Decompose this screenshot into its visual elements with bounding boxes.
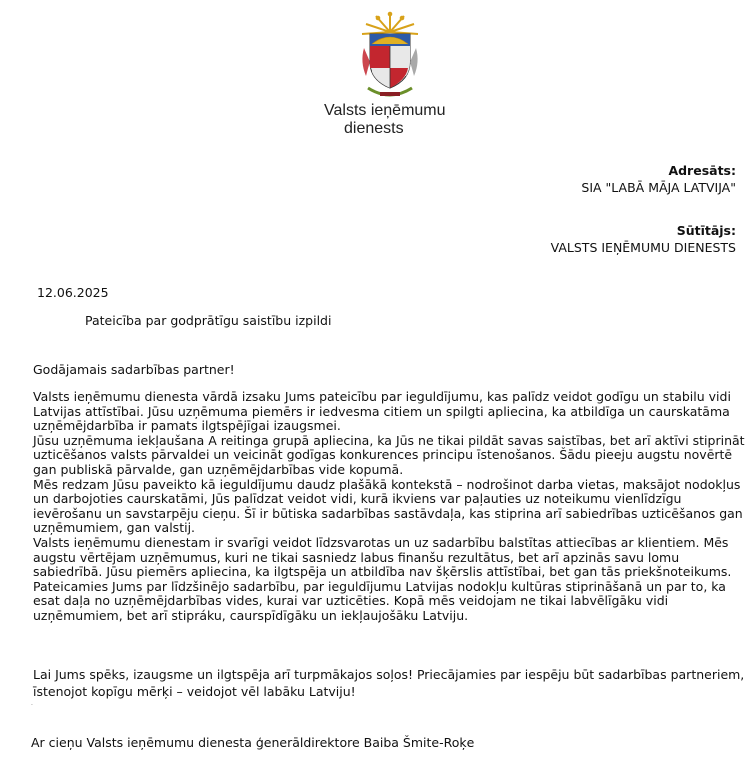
body-paragraph: Valsts ieņēmumu dienesta vārdā izsaku Jums pateicību par ieguldījumu, kas palīdz veidot godīgu un stabilu vidi Latvijas attīstībai. Jūsu uzņēmuma piemērs ir iedvesma citiem un spilgti apliecina, ka atbildīga un caurskatāma uzņēmējdarbība ir pamats ilgtspējīgai izaugsmei. xyxy=(33,389,731,434)
letter-greeting: Godājamais sadarbības partner! xyxy=(33,362,235,377)
coat-of-arms-icon xyxy=(358,10,422,100)
logo-line-2: dienests xyxy=(344,120,404,137)
body-paragraph: Pateicamies Jums par līdzšinējo sadarbību, par ieguldījumu Latvijas nodokļu kultūras stiprināšanā un par to, ka esat daļa no uzņēmējdarbības vides, kurai var uzticēties. Kopā mēs veidojam ne tikai labvēlīgāku vidi uzņēmumiem, bet arī stipráku, caurspīdīgāku un iekļaujošāku Latviju. xyxy=(33,578,726,623)
recipient-label: Adresāts: xyxy=(668,163,736,178)
body-paragraph: Jūsu uzņēmuma iekļaušana A reitinga grupā apliecina, ka Jūs ne tikai pildāt savas saistības, bet arī aktīvi stiprināt uzticēšanos valsts pārvaldei un veicināt godīgas konkurences principu īstenošanos. Šādu pieeju augstu novērtē gan publiskā pārvalde, gan uzņēmējdarbības vide kopumā. xyxy=(33,432,745,477)
letter-closing: Lai Jums spēks, izaugsme un ilgtspēja arī turpmākajos soļos! Priecājamies par iespēju būt sadarbības partneriem, īstenojot kopīgu mērķi – veidojot vēl labāku Latviju! xyxy=(33,667,745,699)
letter-date: 12.06.2025 xyxy=(37,285,109,300)
letter-body xyxy=(33,390,745,624)
body-paragraph: Valsts ieņēmumu dienestam ir svarīgi veidot līdzsvarotas un uz sadarbību balstītas attiecības ar klientiem. Mēs augstu vērtējam uzņēmumus, kuri ne tikai sasniedz labus finanšu rezultātus, bet arī apzinās savu lomu sabiedrībā. Jūsu piemērs apliecina, ka ilgtspēja un atbildība nav šķērslis attīstībai, bet gan tās priekšnoteikums. xyxy=(33,534,732,580)
recipient-value: SIA "LABĀ MĀJA LATVIJA" xyxy=(581,180,736,195)
logo-line-1: Valsts ieņēmumu xyxy=(324,102,446,119)
letter-signature: Ar cieņu Valsts ieņēmumu dienesta ģenerāldirektore Baiba Šmite-Roķe xyxy=(31,735,475,750)
sender-value: VALSTS IEŅĒMUMU DIENESTS xyxy=(550,240,736,255)
recipient-block xyxy=(581,162,736,196)
divider-dot: . xyxy=(31,700,33,707)
letter-subject: Pateicība par godprātīgu saistību izpildi xyxy=(85,313,332,328)
body-paragraph: Mēs redzam Jūsu paveikto kā ieguldījumu daudz plašākā kontekstā – nodrošinot darba vietas, maksājot nodokļus un darbojoties caurskatāmi, Jūs palīdzat veidot vidi, kurā ikviens var paļauties uz noteikumu vienlīdzīgu ievērošanu un savstarpēju cieņu. Šī ir būtiska sadarbības sastāvdaļa, kas stiprina arī sabiedrības uzticēšanos gan uzņēmumiem, gan valstij. xyxy=(33,476,743,536)
sender-block xyxy=(551,222,736,256)
logo-wordmark xyxy=(324,102,464,138)
sender-label: Sūtītājs: xyxy=(676,223,736,238)
